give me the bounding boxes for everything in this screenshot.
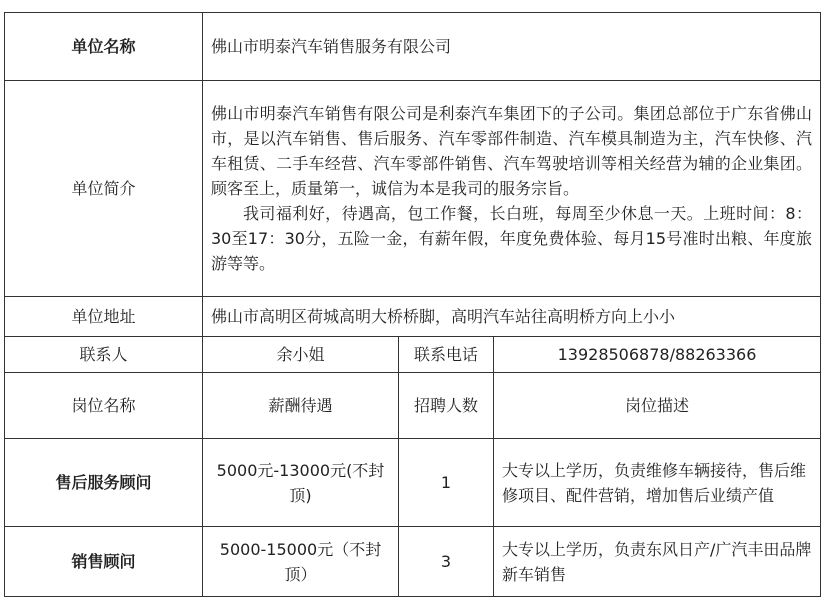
company-name-label: 单位名称 bbox=[5, 13, 203, 81]
position-salary: 5000元-13000元(不封顶) bbox=[203, 439, 399, 527]
positions-header-desc: 岗位描述 bbox=[494, 373, 821, 439]
contact-person-value: 余小姐 bbox=[203, 337, 399, 373]
position-title: 售后服务顾问 bbox=[5, 439, 203, 527]
positions-header-title: 岗位名称 bbox=[5, 373, 203, 439]
position-row bbox=[5, 527, 821, 597]
company-name-row bbox=[5, 13, 821, 81]
job-posting-table bbox=[4, 12, 821, 597]
company-address-label: 单位地址 bbox=[5, 297, 203, 337]
company-intro-paragraph-1: 佛山市明泰汽车销售有限公司是利泰汽车集团下的子公司。集团总部位于广东省佛山市，是以汽车销售、售后服务、汽车零部件制造、汽车模具制造为主，汽车快修、汽车租赁、二手车经营、汽车零部件销售、汽车驾驶培训等相关经营为辅的企业集团。顾客至上，质量第一，诚信为本是我司的服务宗旨。 bbox=[211, 104, 812, 198]
company-name-value: 佛山市明泰汽车销售服务有限公司 bbox=[203, 13, 821, 81]
positions-header-salary: 薪酬待遇 bbox=[203, 373, 399, 439]
company-intro-row bbox=[5, 81, 821, 297]
positions-header-count: 招聘人数 bbox=[399, 373, 494, 439]
contact-phone-value: 13928506878/88263366 bbox=[494, 337, 821, 373]
company-address-value: 佛山市高明区荷城高明大桥桥脚，高明汽车站往高明桥方向上小小 bbox=[203, 297, 821, 337]
company-address-row bbox=[5, 297, 821, 337]
position-desc: 大专以上学历，负责维修车辆接待，售后维修项目、配件营销，增加售后业绩产值 bbox=[494, 439, 821, 527]
contact-person-label: 联系人 bbox=[5, 337, 203, 373]
position-count: 3 bbox=[399, 527, 494, 597]
positions-header-row bbox=[5, 373, 821, 439]
position-count: 1 bbox=[399, 439, 494, 527]
company-intro-cell bbox=[203, 81, 821, 297]
position-row bbox=[5, 439, 821, 527]
position-desc: 大专以上学历，负责东风日产/广汽丰田品牌新车销售 bbox=[494, 527, 821, 597]
position-salary: 5000-15000元（不封顶） bbox=[203, 527, 399, 597]
company-intro-paragraph-2: 我司福利好，待遇高，包工作餐，长白班，每周至少休息一天。上班时间：8：30至17：30分，五险一金，有薪年假，年度免费体验、每月15号准时出粮、年度旅游等等。 bbox=[211, 204, 812, 273]
position-title: 销售顾问 bbox=[5, 527, 203, 597]
contact-row bbox=[5, 337, 821, 373]
contact-phone-label: 联系电话 bbox=[399, 337, 494, 373]
company-intro-label: 单位简介 bbox=[5, 81, 203, 297]
